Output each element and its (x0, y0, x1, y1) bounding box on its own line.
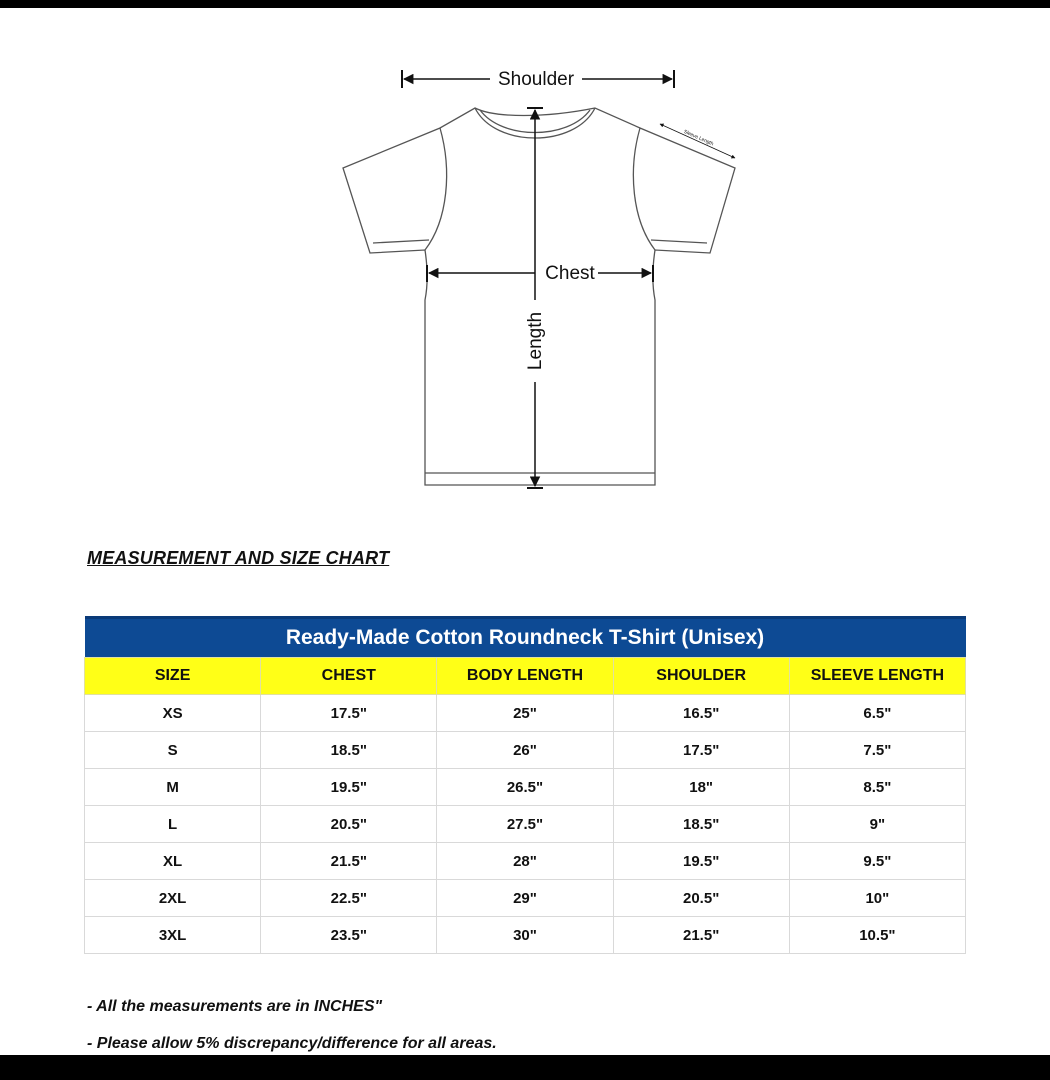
column-header-row (85, 658, 966, 695)
table-cell: XL (85, 843, 261, 880)
table-cell: 18.5" (613, 806, 789, 843)
table-body (85, 695, 966, 954)
table-title: Ready-Made Cotton Roundneck T-Shirt (Unisex) (85, 618, 966, 658)
sleeve-label: Sleeve Length (682, 128, 715, 148)
table-cell: S (85, 732, 261, 769)
table-cell: M (85, 769, 261, 806)
length-label: Length (525, 311, 546, 371)
column-header: BODY LENGTH (437, 658, 613, 695)
table-cell: 19.5" (613, 843, 789, 880)
column-header: SHOULDER (613, 658, 789, 695)
note-inches: - All the measurements are in INCHES" (87, 998, 383, 1015)
tshirt-diagram (330, 60, 750, 500)
shoulder-label: Shoulder (497, 69, 575, 90)
table-cell: 30" (437, 917, 613, 954)
column-header: CHEST (261, 658, 437, 695)
table-cell: 20.5" (613, 880, 789, 917)
table-cell: 21.5" (261, 843, 437, 880)
table-cell: L (85, 806, 261, 843)
table-cell: 26" (437, 732, 613, 769)
table-cell: 23.5" (261, 917, 437, 954)
table-cell: 3XL (85, 917, 261, 954)
table-row (85, 917, 966, 954)
chest-label: Chest (545, 263, 595, 284)
table-cell: 7.5" (789, 732, 965, 769)
table-cell: 25" (437, 695, 613, 732)
tshirt-diagram-svg (330, 60, 750, 500)
section-title: MEASUREMENT AND SIZE CHART (87, 548, 390, 568)
column-header: SLEEVE LENGTH (789, 658, 965, 695)
top-border (0, 0, 1050, 8)
table-cell: 2XL (85, 880, 261, 917)
table-row (85, 880, 966, 917)
table-cell: 22.5" (261, 880, 437, 917)
table-row (85, 732, 966, 769)
table-cell: 18.5" (261, 732, 437, 769)
table-cell: 27.5" (437, 806, 613, 843)
table-cell: 17.5" (261, 695, 437, 732)
size-chart-table (84, 616, 966, 954)
table-cell: 17.5" (613, 732, 789, 769)
table-cell: XS (85, 695, 261, 732)
table-row (85, 695, 966, 732)
table-cell: 28" (437, 843, 613, 880)
table-cell: 10" (789, 880, 965, 917)
table-cell: 29" (437, 880, 613, 917)
table-cell: 8.5" (789, 769, 965, 806)
table-cell: 6.5" (789, 695, 965, 732)
note-discrepancy: - Please allow 5% discrepancy/difference for all areas. (87, 1035, 497, 1052)
table-cell: 16.5" (613, 695, 789, 732)
bottom-border (0, 1055, 1050, 1080)
table-cell: 10.5" (789, 917, 965, 954)
table-row (85, 769, 966, 806)
table-cell: 9" (789, 806, 965, 843)
table-row (85, 843, 966, 880)
table-cell: 9.5" (789, 843, 965, 880)
table-cell: 26.5" (437, 769, 613, 806)
shoulder-dimension (402, 69, 674, 90)
column-header: SIZE (85, 658, 261, 695)
table-cell: 20.5" (261, 806, 437, 843)
table-row (85, 806, 966, 843)
table-cell: 21.5" (613, 917, 789, 954)
tshirt-outline (343, 108, 735, 485)
table-cell: 18" (613, 769, 789, 806)
table-cell: 19.5" (261, 769, 437, 806)
